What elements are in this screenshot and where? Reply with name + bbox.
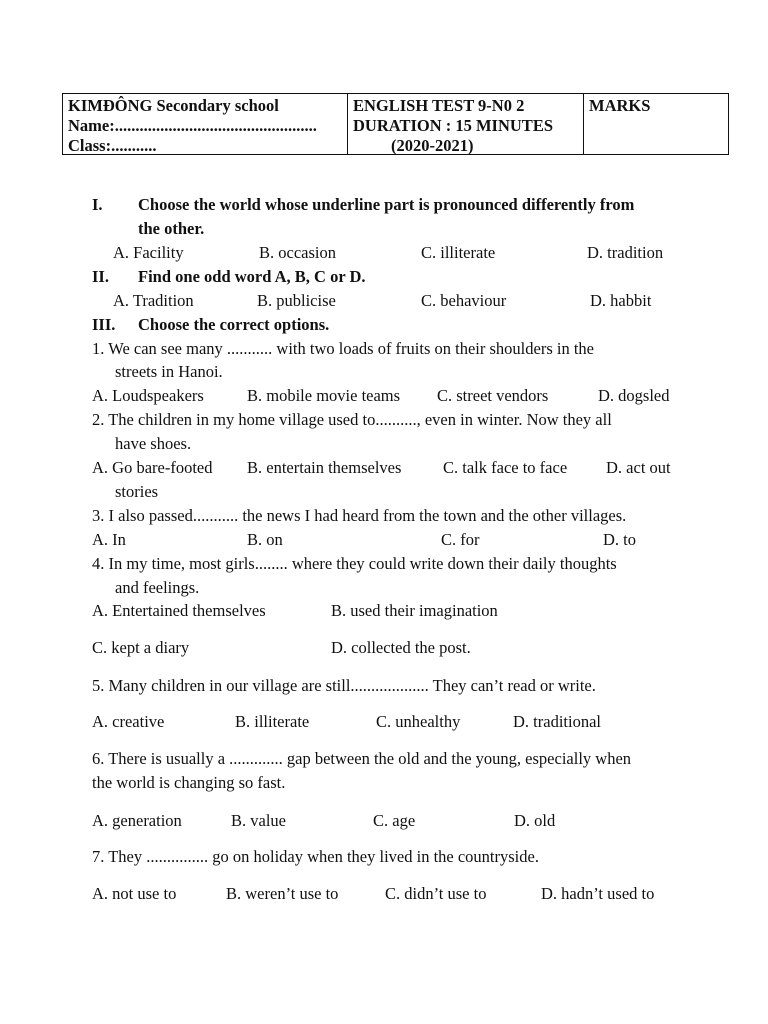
- q5-option-a: A. creative: [92, 712, 165, 731]
- marks-cell: [584, 94, 728, 154]
- q7-option-c: C. didn’t use to: [385, 884, 487, 903]
- q5-option-c: C. unhealthy: [376, 712, 461, 731]
- q3-option-c: C. for: [441, 530, 480, 549]
- q1-option-d: D. dogsled: [598, 386, 670, 405]
- s1-option-b: B. occasion: [259, 243, 336, 262]
- school-name: KIMĐÔNG Secondary school: [68, 96, 279, 115]
- class-field: Class:...........: [68, 136, 157, 155]
- header-table: [62, 93, 729, 155]
- q4-text-cont: and feelings.: [115, 578, 200, 597]
- q6-option-c: C. age: [373, 811, 416, 830]
- q6-text-cont: the world is changing so fast.: [92, 773, 286, 792]
- test-duration: DURATION : 15 MINUTES: [353, 116, 553, 135]
- q2-option-d-cont: stories: [115, 482, 159, 501]
- q1-text-cont: streets in Hanoi.: [115, 362, 223, 381]
- section-3-number: III.: [92, 315, 116, 334]
- test-title: ENGLISH TEST 9-N0 2: [353, 96, 525, 115]
- q2-option-c: C. talk face to face: [443, 458, 568, 477]
- q1-option-a: A. Loudspeakers: [92, 386, 204, 405]
- q1-option-c: C. street vendors: [437, 386, 549, 405]
- q4-option-c: C. kept a diary: [92, 638, 190, 657]
- s2-option-b: B. publicise: [257, 291, 336, 310]
- section-3-title: Choose the correct options.: [138, 315, 330, 334]
- q2-text: 2. The children in my home village used to.........., even in winter. Now they all: [92, 410, 612, 429]
- q4-text: 4. In my time, most girls........ where they could write down their daily thoughts: [92, 554, 617, 573]
- s2-option-c: C. behaviour: [421, 291, 507, 310]
- s1-option-a: A. Facility: [113, 243, 184, 262]
- test-info-cell: [348, 94, 584, 154]
- q1-text: 1. We can see many ........... with two loads of fruits on their shoulders in the: [92, 339, 594, 358]
- q3-option-a: A. In: [92, 530, 126, 549]
- s1-option-c: C. illiterate: [421, 243, 496, 262]
- q1-option-b: B. mobile movie teams: [247, 386, 401, 405]
- q7-option-d: D. hadn’t used to: [541, 884, 655, 903]
- q6-option-d: D. old: [514, 811, 556, 830]
- section-1-title: Choose the world whose underline part is pronounced differently from: [138, 195, 635, 214]
- student-name-field: Name:.................................................: [68, 116, 317, 135]
- q7-option-b: B. weren’t use to: [226, 884, 339, 903]
- q7-option-a: A. not use to: [92, 884, 177, 903]
- section-2-title: Find one odd word A, B, C or D.: [138, 267, 366, 286]
- s2-option-d: D. habbit: [590, 291, 652, 310]
- q4-option-d: D. collected the post.: [331, 638, 471, 657]
- q5-option-b: B. illiterate: [235, 712, 310, 731]
- q6-text: 6. There is usually a ............. gap between the old and the young, especially when: [92, 749, 632, 768]
- s1-option-d: D. tradition: [587, 243, 664, 262]
- section-1-number: I.: [92, 195, 103, 214]
- q6-option-b: B. value: [231, 811, 286, 830]
- q5-text: 5. Many children in our village are still................... They can’t read or write.: [92, 676, 596, 695]
- q2-option-b: B. entertain themselves: [247, 458, 402, 477]
- school-info-cell: [63, 94, 348, 154]
- q6-option-a: A. generation: [92, 811, 182, 830]
- q2-option-a: A. Go bare-footed: [92, 458, 213, 477]
- q4-option-a: A. Entertained themselves: [92, 601, 266, 620]
- section-1-title-cont: the other.: [138, 219, 205, 238]
- q7-text: 7. They ............... go on holiday when they lived in the countryside.: [92, 847, 539, 866]
- q2-text-cont: have shoes.: [115, 434, 192, 453]
- q3-option-d: D. to: [603, 530, 636, 549]
- q4-option-b: B. used their imagination: [331, 601, 498, 620]
- s2-option-a: A. Tradition: [113, 291, 194, 310]
- q3-text: 3. I also passed........... the news I had heard from the town and the other villages.: [92, 506, 627, 525]
- q3-option-b: B. on: [247, 530, 283, 549]
- marks-label: MARKS: [589, 96, 651, 115]
- section-2-number: II.: [92, 267, 109, 286]
- q5-option-d: D. traditional: [513, 712, 601, 731]
- q2-option-d: D. act out: [606, 458, 671, 477]
- school-year: (2020-2021): [391, 136, 474, 155]
